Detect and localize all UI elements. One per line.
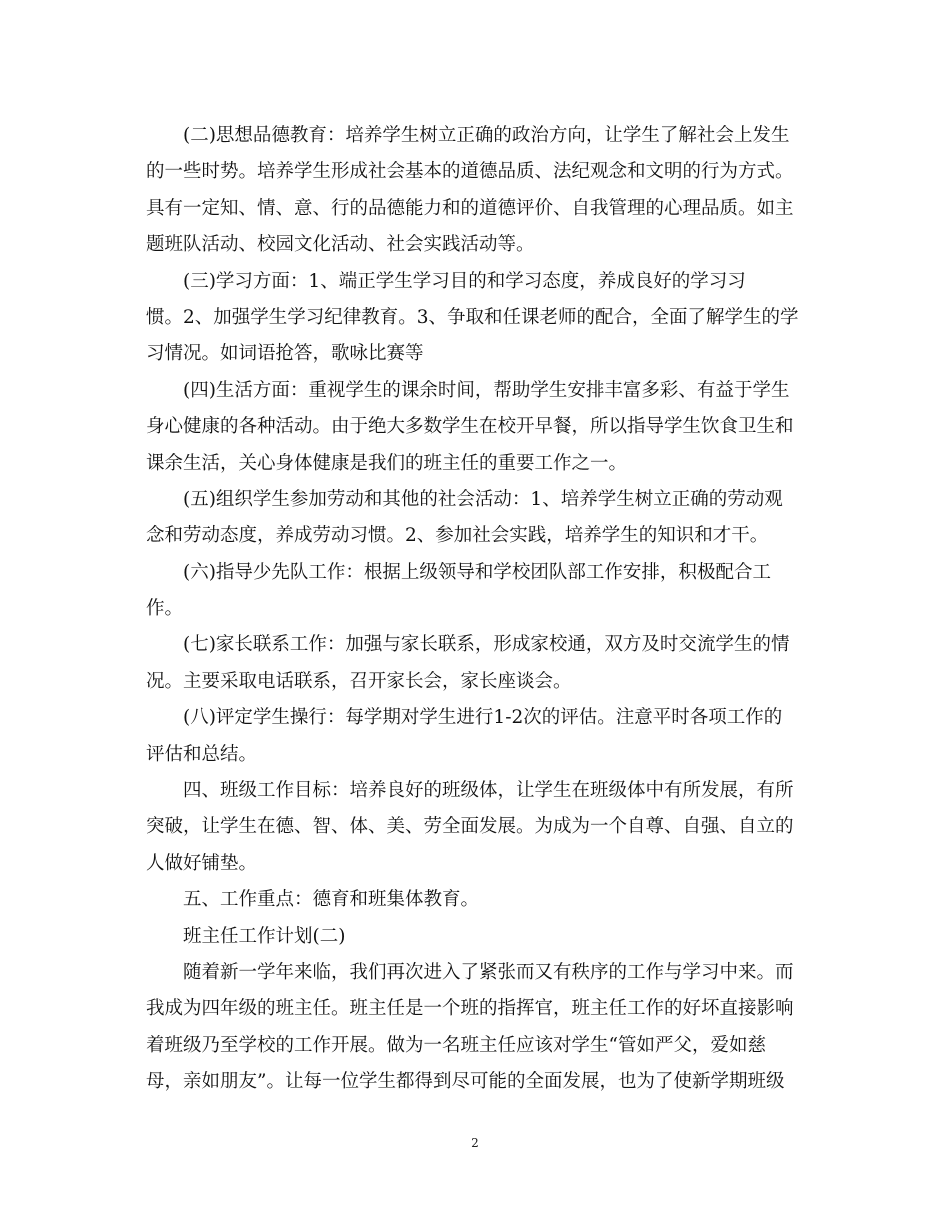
text-line: 着班级乃至学校的工作开展。做为一名班主任应该对学生“管如严父，爱如慈	[146, 1034, 766, 1056]
text-line: (四)生活方面：重视学生的课余时间，帮助学生安排丰富多彩、有益于学生	[183, 379, 790, 401]
text-line: (六)指导少先队工作：根据上级领导和学校团队部工作安排，积极配合工	[183, 561, 771, 583]
text-line: 母，亲如朋友”。让每一位学生都得到尽可能的全面发展，也为了使新学期班级	[146, 1071, 785, 1093]
document-body	[146, 118, 806, 1101]
text-line: 念和劳动态度，养成劳动习惯。2、参加社会实践，培养学生的知识和才干。	[146, 525, 769, 547]
text-line: 五、工作重点：德育和班集体教育。	[183, 889, 480, 911]
text-line: (八)评定学生操行：每学期对学生进行1-2次的评估。注意平时各项工作的	[183, 707, 783, 729]
text-line: 惯。2、加强学生学习纪律教育。3、争取和任课老师的配合，全面了解学生的学	[146, 306, 799, 328]
page-number: 2	[471, 1136, 479, 1150]
text-line: 突破，让学生在德、智、体、美、劳全面发展。为成为一个自尊、自强、自立的	[146, 816, 794, 838]
text-line: 人做好铺垫。	[146, 852, 258, 874]
text-line: (五)组织学生参加劳动和其他的社会活动：1、培养学生树立正确的劳动观	[183, 488, 783, 510]
text-line: 我成为四年级的班主任。班主任是一个班的指挥官，班主任工作的好坏直接影响	[146, 998, 794, 1020]
section-heading: 班主任工作计划(二)	[183, 925, 346, 947]
text-line: 作。	[146, 598, 184, 620]
text-line: (七)家长联系工作：加强与家长联系，形成家校通，双方及时交流学生的情	[183, 634, 790, 656]
text-line: 的一些时势。培养学生形成社会基本的道德品质、法纪观念和文明的行为方式。	[146, 161, 794, 183]
text-line: 课余生活，关心身体健康是我们的班主任的重要工作之一。	[146, 452, 628, 474]
text-line: (三)学习方面：1、端正学生学习目的和学习态度，养成良好的学习习	[183, 270, 746, 292]
text-line: 评估和总结。	[146, 743, 258, 765]
text-line: 习情况。如词语抢答，歌咏比赛等	[146, 343, 424, 365]
text-line: 题班队活动、校园文化活动、社会实践活动等。	[146, 234, 535, 256]
text-line: 身心健康的各种活动。由于绝大多数学生在校开早餐，所以指导学生饮食卫生和	[146, 416, 794, 438]
text-line: 况。主要采取电话联系，召开家长会，家长座谈会。	[146, 670, 572, 692]
text-line: 具有一定知、情、意、行的品德能力和的道德评价、自我管理的心理品质。如主	[146, 197, 794, 219]
text-line: 随着新一学年来临，我们再次进入了紧张而又有秩序的工作与学习中来。而	[183, 961, 794, 983]
text-line: 四、班级工作目标：培养良好的班级体，让学生在班级体中有所发展，有所	[183, 780, 794, 802]
text-line: (二)思想品德教育：培养学生树立正确的政治方向，让学生了解社会上发生	[183, 125, 790, 146]
